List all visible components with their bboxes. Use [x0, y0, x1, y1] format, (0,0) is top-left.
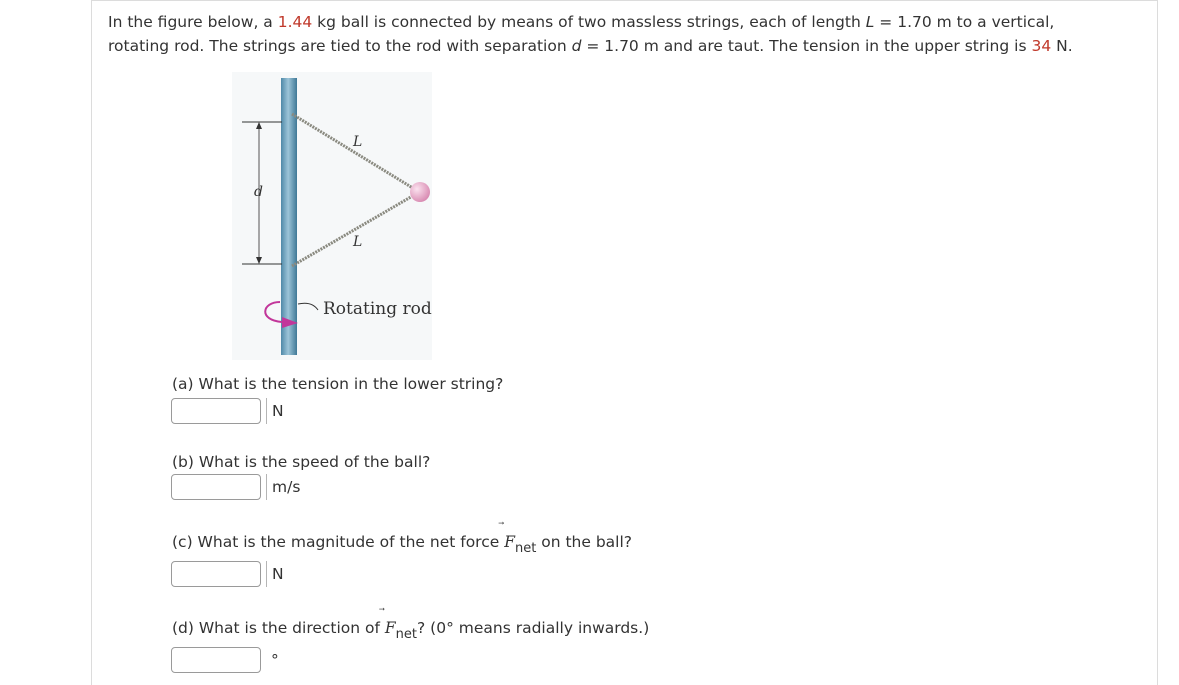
answer-c-input[interactable] [171, 561, 261, 587]
mass-value: 1.44 [277, 13, 313, 31]
ball [410, 182, 430, 202]
question-d-text: (d) What is the direction of [172, 619, 385, 637]
answer-a-unit: N [266, 398, 284, 424]
question-c [172, 533, 632, 556]
net-force-symbol: F [384, 619, 396, 637]
answer-c-row [171, 559, 284, 589]
rotating-rod-figure [232, 72, 432, 360]
figure-illustration [232, 72, 432, 360]
question-d-text-end: ? (0° means radially inwards.) [417, 619, 650, 637]
question-d [172, 619, 649, 642]
lower-L-label: L [353, 234, 363, 250]
intro-text-5: = 1.70 m and are taut. The tension in the upper string is [581, 37, 1032, 55]
answer-d-row [171, 645, 279, 675]
answer-b-row [171, 472, 300, 502]
answer-d-input[interactable] [171, 647, 261, 673]
net-subscript: net [395, 627, 418, 642]
question-c-text-end: on the ball? [536, 533, 633, 551]
rod [281, 78, 297, 355]
answer-c-unit: N [266, 561, 284, 587]
answer-a-row [171, 396, 284, 426]
answer-a-input[interactable] [171, 398, 261, 424]
answer-d-unit: ° [271, 651, 279, 669]
question-b: (b) What is the speed of the ball? [172, 453, 431, 471]
question-c-text: (c) What is the magnitude of the net force [172, 533, 505, 551]
answer-b-unit: m/s [266, 474, 300, 500]
upper-L-label: L [353, 134, 363, 150]
intro-text-2: kg ball is connected by means of two massless strings, each of length [312, 13, 866, 31]
net-subscript: net [514, 541, 537, 556]
answer-b-input[interactable] [171, 474, 261, 500]
question-a: (a) What is the tension in the lower string? [172, 375, 504, 393]
intro-text-6: N. [1051, 37, 1073, 55]
length-symbol: L [865, 13, 875, 31]
separation-symbol: d [571, 37, 582, 55]
net-force-symbol: F [504, 533, 515, 551]
intro-text-1: In the figure below, a [108, 13, 278, 31]
d-label: d [254, 184, 263, 200]
rotating-rod-caption: Rotating rod [323, 299, 432, 319]
tension-value: 34 [1031, 37, 1052, 55]
intro-text-4: rotating rod. The strings are tied to the rod with separation [108, 37, 572, 55]
problem-statement [108, 10, 1148, 58]
intro-text-3: = 1.70 m to a vertical, [874, 13, 1055, 31]
